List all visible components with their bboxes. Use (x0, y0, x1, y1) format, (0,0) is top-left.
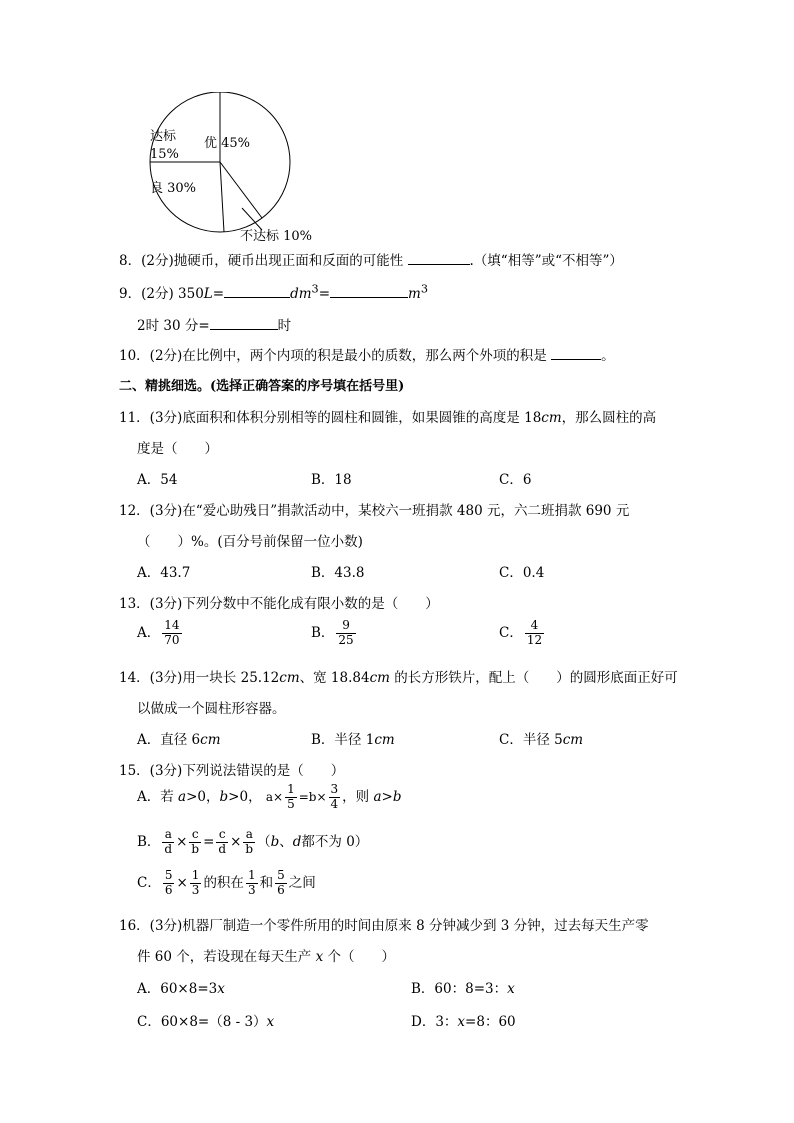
q12-option-b[interactable]: B．43.8 (311, 565, 365, 581)
q15-c-frac-4-num: 5 (277, 868, 285, 882)
q14-b-unit: cm (374, 732, 395, 748)
q13-c-numerator: 4 (525, 619, 544, 634)
q16-d-text-1: D．3： (411, 1014, 458, 1030)
q15-c-text-1: 的积在 (203, 874, 244, 891)
q15-b-condition: 都不为 0） (301, 833, 369, 850)
q13-c-denominator: 12 (526, 632, 543, 647)
q15-option-c[interactable] (137, 869, 316, 898)
q16-a-text: A．60×8=3 (137, 981, 218, 997)
q16-option-b[interactable] (411, 977, 515, 997)
q13-number: 13．(3分) (119, 596, 183, 612)
q14-c-unit: cm (562, 732, 584, 748)
q13-option-a-label: A． (137, 624, 161, 641)
q8-text-2: .（填“相等”或“不相等”） (469, 253, 623, 269)
q11-option-c[interactable]: C．6 (499, 472, 532, 488)
q11-number: 11．(3分) (119, 410, 183, 426)
q10-number: 10．(2分) (119, 348, 183, 364)
q15-b-var-d: d (292, 833, 302, 850)
q15-b-times-2: × (230, 833, 242, 850)
q16-d-text-2: =8：60 (465, 1014, 516, 1030)
q10-answer-blank[interactable] (551, 347, 601, 360)
q8-text-1: 抛硬币，硬币出现正面和反面的可能性 (173, 253, 404, 269)
q9-line2-text: 2时 30 分= (137, 318, 210, 334)
pie-label-excellent: 优 45% (204, 136, 251, 151)
q9-number: 9．(2分) (119, 286, 174, 302)
q13-b-numerator: 9 (336, 619, 355, 634)
question-9 (119, 282, 428, 302)
q15-c-text-3: 之间 (288, 874, 316, 891)
q15-c-frac-3 (246, 869, 258, 898)
q9-value: 350 (178, 286, 204, 302)
question-12 (119, 499, 629, 519)
q15-c-frac-2 (190, 869, 202, 898)
q15-a-gt-3: > (381, 788, 393, 805)
q9-equals-2: = (318, 286, 331, 302)
q15-b-var-b: b (270, 833, 280, 850)
q11-text-3: 度是（ ） (137, 441, 218, 457)
q9-sup-2: 3 (420, 282, 428, 296)
q14-text-1: 用一块长 25.12 (182, 670, 280, 686)
pie-label-fail: 不达标 10% (240, 229, 313, 244)
q11-option-b[interactable]: B．18 (311, 472, 352, 488)
q13-option-b-fraction (336, 619, 355, 648)
q15-b-frac-1 (162, 828, 174, 857)
q9-blank-3[interactable] (210, 317, 278, 330)
q16-c-var: x (266, 1014, 275, 1030)
q9-line2-unit: 时 (277, 318, 292, 334)
question-14 (119, 666, 678, 686)
q15-a-expr-2: =b× (298, 789, 327, 804)
q16-a-var: x (217, 981, 225, 997)
q13-text: 下列分数中不能化成有限小数的是（ ） (182, 596, 439, 612)
question-8 (119, 249, 623, 269)
q13-option-b-label: B． (311, 624, 335, 641)
q15-a-prefix: A．若 (137, 788, 179, 805)
q15-b-sep: 、 (279, 833, 293, 850)
q15-b-times-1: × (176, 833, 188, 850)
q13-b-denominator: 25 (338, 632, 354, 647)
q9-blank-2[interactable] (330, 285, 408, 298)
q13-option-c-label: C． (499, 624, 523, 641)
q15-c-text-2: 和 (259, 874, 274, 891)
q9-sup-1: 3 (311, 282, 319, 296)
q15-a-var-b2: b (392, 788, 402, 805)
q15-a-gt-1: >0， (186, 788, 220, 805)
q15-a-var-b: b (219, 788, 229, 805)
q16-c-text: C．60×8=（8 - 3） (137, 1014, 267, 1030)
q14-unit-1: cm (279, 670, 300, 686)
q15-b-frac-3 (216, 828, 228, 857)
pie-label-pass-pct: 15% (150, 147, 179, 162)
q13-option-b[interactable] (311, 619, 358, 648)
q12-option-a[interactable]: A．43.7 (137, 565, 191, 581)
q15-a-var-a2: a (373, 788, 382, 805)
q15-b-paren-open: （ (257, 833, 271, 850)
q11-option-a[interactable]: A．54 (137, 472, 178, 488)
q11-unit: cm (541, 410, 562, 426)
q15-option-b[interactable] (137, 828, 368, 857)
q9-unit-dm: dm (290, 286, 312, 302)
q15-c-frac-2-num: 1 (191, 868, 200, 882)
q15-a-frac-1 (285, 783, 297, 812)
q15-b-frac-3-num: c (216, 828, 228, 843)
q9-unit-m: m (408, 286, 421, 302)
q10-text-1: 在比例中，两个内项的积是最小的质数，那么两个外项的积是 (182, 348, 547, 364)
q14-c-text: C．半径 5 (499, 732, 563, 748)
q15-a-frac-1-num: 1 (287, 782, 295, 796)
q15-c-times: × (176, 874, 188, 891)
q14-b-text: B．半径 1 (311, 732, 375, 748)
q16-d-var: x (457, 1014, 466, 1030)
q11-text-2: ，那么圆柱的高 (561, 410, 657, 426)
q15-c-frac-3-den: 3 (247, 882, 256, 897)
q15-c-prefix: C． (137, 874, 161, 891)
q15-b-frac-2-num: c (189, 828, 201, 843)
q14-option-b[interactable] (311, 728, 395, 748)
q13-option-a-fraction (162, 619, 181, 648)
q14-unit-2: cm (369, 670, 390, 686)
question-9-line-2 (137, 314, 291, 334)
pie-divider-right (220, 162, 262, 218)
pie-divider-bottom (220, 162, 224, 232)
q12-option-c[interactable]: C．0.4 (499, 565, 545, 581)
question-15 (119, 759, 344, 779)
q16-line-2 (137, 945, 395, 965)
q13-option-c-fraction (525, 619, 544, 648)
q14-number: 14．(3分) (119, 670, 183, 686)
q16-var-x: x (315, 949, 324, 965)
q15-b-frac-3-den: d (218, 841, 227, 856)
q15-a-frac-2-num: 3 (330, 782, 339, 796)
question-13 (119, 592, 439, 612)
q15-b-frac-4 (243, 828, 255, 857)
q14-option-c[interactable] (499, 728, 583, 748)
q15-b-frac-4-num: a (243, 828, 255, 843)
q16-b-text: B．60：8=3： (411, 981, 508, 997)
q14-a-unit: cm (200, 732, 221, 748)
q15-a-frac-1-den: 5 (287, 796, 295, 811)
q12-text-1: 在“爱心助残日”捐款活动中，某校六一班捐款 480 元，六二班捐款 690 元 (182, 503, 630, 519)
q9-blank-1[interactable] (224, 285, 290, 298)
q13-a-denominator: 70 (164, 632, 180, 647)
q16-option-c[interactable] (137, 1010, 274, 1030)
q13-a-numerator: 14 (164, 618, 180, 632)
q15-b-prefix: B． (137, 833, 161, 850)
q15-option-a[interactable] (137, 783, 402, 812)
q16-number: 16．(3分) (119, 918, 183, 934)
q16-text-3: 个（ ） (323, 949, 395, 965)
q15-a-gt-2: >0， (228, 788, 262, 805)
q9-equals: = (212, 286, 225, 302)
q15-c-frac-1-den: 6 (164, 882, 173, 897)
question-10 (119, 344, 615, 364)
question-16 (119, 914, 649, 934)
q15-c-frac-3-num: 1 (247, 868, 256, 882)
q13-option-a[interactable] (137, 619, 184, 648)
q15-a-then: ，则 (342, 788, 374, 805)
q15-a-expr-1: a× (265, 789, 284, 804)
q15-b-equals: = (203, 833, 215, 850)
q15-number: 15．(3分) (119, 763, 183, 779)
q15-b-frac-1-den: d (164, 841, 173, 856)
q14-a-text: A．直径 6 (137, 732, 201, 748)
question-11 (119, 406, 656, 426)
q15-c-frac-1 (163, 869, 175, 898)
q8-answer-blank[interactable] (408, 252, 470, 265)
q14-text-4: 以做成一个圆柱形容器。 (137, 701, 286, 717)
q16-text-1: 机器厂制造一个零件所用的时间由原来 8 分钟减少到 3 分钟，过去每天生产零 (182, 918, 649, 934)
q15-c-frac-4-den: 6 (277, 882, 285, 897)
q16-option-d[interactable] (411, 1010, 516, 1030)
q16-b-var: x (507, 981, 515, 997)
q15-b-frac-2 (189, 828, 201, 857)
q12-text-2: （ ）%。(百分号前保留一位小数) (137, 534, 363, 550)
q9-unit-L: L (203, 286, 213, 302)
q14-text-3: 的长方形铁片，配上（ ）的圆形底面正好可 (389, 670, 678, 686)
q15-text: 下列说法错误的是（ ） (182, 763, 345, 779)
pie-label-pass: 达标 (150, 129, 177, 144)
q14-option-a[interactable] (137, 728, 221, 748)
pie-chart (138, 92, 338, 242)
q15-b-frac-2-den: b (191, 841, 200, 856)
q15-a-var-a: a (178, 788, 187, 805)
q15-c-frac-1-num: 5 (164, 868, 173, 882)
q10-text-2: 。 (601, 348, 615, 364)
q8-number: 8．(2分) (119, 253, 174, 269)
q15-b-frac-1-num: a (162, 828, 174, 843)
q16-option-a[interactable] (137, 977, 225, 997)
q15-c-frac-2-den: 3 (191, 882, 200, 897)
q15-b-frac-4-den: b (245, 841, 254, 856)
pie-label-good: 良 30% (150, 181, 197, 196)
q13-option-c[interactable] (499, 619, 546, 648)
q12-number: 12．(3分) (119, 503, 183, 519)
q14-text-2: 、宽 18.84 (299, 670, 370, 686)
q15-a-frac-2 (329, 783, 341, 812)
q15-c-frac-4 (275, 869, 287, 898)
section-2-heading: 二、精挑细选。(选择正确答案的序号填在括号里) (119, 379, 405, 394)
q11-text-1: 底面积和体积分别相等的圆柱和圆锥，如果圆锥的高度是 18 (182, 410, 542, 426)
q15-a-frac-2-den: 4 (330, 796, 339, 811)
q16-text-2: 件 60 个，若设现在每天生产 (137, 949, 316, 965)
